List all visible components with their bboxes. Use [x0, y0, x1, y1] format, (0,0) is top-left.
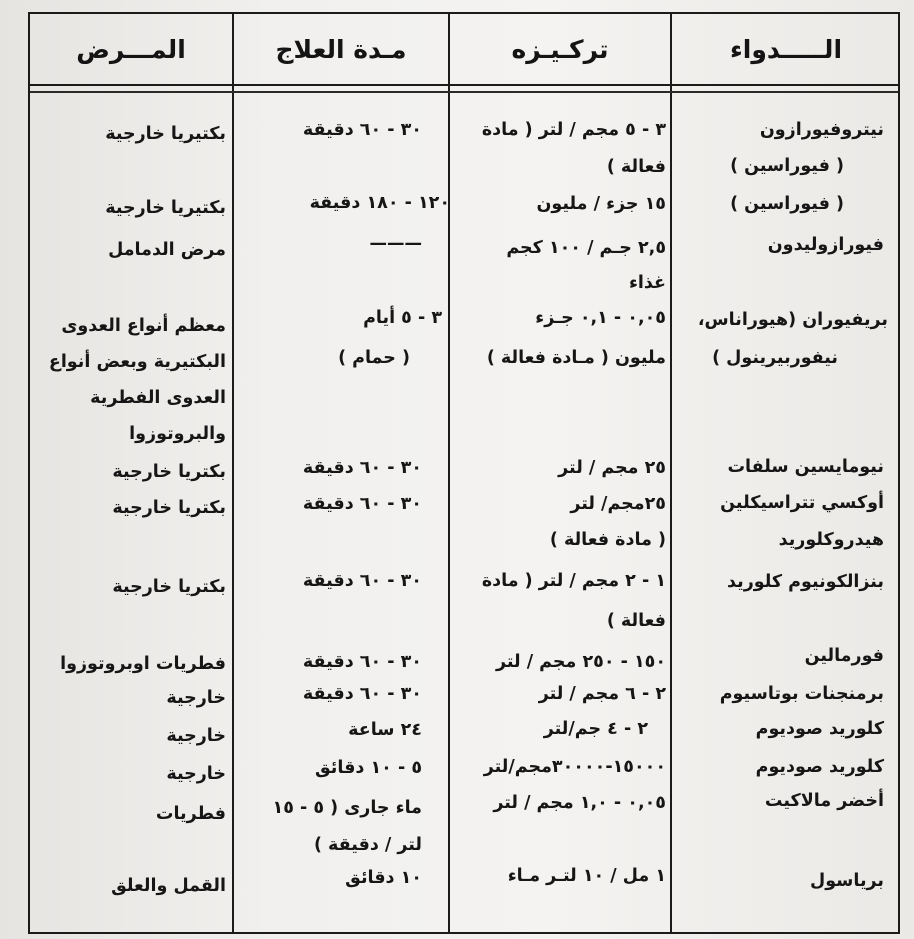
cell-duration: ١٢٠ - ١٨٠ دقيقة — [309, 193, 450, 213]
cell-concentration: ١ مل / ١٠ لتـر مـاء — [507, 866, 666, 886]
cell-drug: نيفوربيرينول ) — [712, 348, 838, 368]
column-divider — [232, 14, 234, 932]
cell-concentration: فعالة ) — [606, 157, 666, 177]
cell-disease: فطريات اوبروتوزوا — [60, 654, 226, 674]
cell-concentration: ١٥٠ - ٢٥٠ مجم / لتر — [496, 652, 666, 672]
cell-concentration: ١٥٠٠٠-٣٠٠٠٠مجم/لتر — [483, 757, 666, 777]
header-divider-secondary — [30, 91, 898, 93]
cell-disease: معظم أنواع العدوى — [61, 316, 226, 336]
cell-duration: ٣٠ - ٦٠ دقيقة — [302, 494, 422, 514]
cell-disease: بكتيريا خارجية — [105, 124, 226, 144]
cell-disease: بكتريا خارجية — [112, 577, 226, 597]
cell-concentration: مليون ( مـادة فعالة ) — [486, 348, 666, 368]
cell-concentration: ٢ - ٤ جم/لتر — [543, 719, 648, 739]
cell-disease: العدوى الفطرية — [90, 388, 226, 408]
cell-drug: ( فيوراسين ) — [730, 194, 844, 214]
cell-duration: ماء جارى ( ٥ - ١٥ — [272, 798, 422, 818]
cell-duration: ( حمام ) — [338, 348, 410, 368]
column-divider — [448, 14, 450, 932]
cell-drug: برمنجنات بوتاسيوم — [719, 684, 884, 704]
cell-duration: ٢٤ ساعة — [348, 720, 422, 740]
cell-drug: بنزالكونيوم كلوريد — [727, 572, 884, 592]
cell-disease: بكتيريا خارجية — [105, 198, 226, 218]
cell-disease: والبروتوزوا — [129, 424, 226, 444]
cell-disease: القمل والعلق — [111, 876, 226, 896]
cell-drug: كلوريد صوديوم — [755, 719, 884, 739]
cell-duration: ٣٠ - ٦٠ دقيقة — [302, 684, 422, 704]
cell-concentration: غذاء — [628, 273, 666, 293]
cell-duration: لتر / دقيقة ) — [313, 835, 422, 855]
cell-drug: نيتروفيورازون — [759, 120, 884, 140]
cell-concentration: ٢ - ٦ مجم / لتر — [538, 684, 666, 704]
header-disease: المـــرض — [76, 34, 186, 64]
cell-duration: ٥ - ١٠ دقائق — [315, 758, 422, 778]
cell-concentration: ٠,٠٥ - ١,٠ مجم / لتر — [493, 793, 666, 813]
cell-disease: خارجية — [166, 688, 226, 708]
cell-concentration: ٠,٠٥ - ٠,١ جـزء — [535, 308, 666, 328]
cell-disease: بكتريا خارجية — [112, 462, 226, 482]
column-divider — [670, 14, 672, 932]
cell-drug: بريفيوران (هيوراناس، — [697, 310, 888, 330]
cell-concentration: ٢٥مجم/ لتر — [570, 494, 666, 514]
cell-drug: نيومايسين سلفات — [727, 457, 884, 477]
cell-duration: ٣٠ - ٦٠ دقيقة — [302, 652, 422, 672]
drug-table — [28, 12, 900, 934]
header-divider — [30, 84, 898, 86]
cell-concentration: ٢,٥ جـم / ١٠٠ كجم — [506, 238, 666, 258]
cell-disease: خارجية — [166, 726, 226, 746]
cell-duration: ٣٠ - ٦٠ دقيقة — [302, 571, 422, 591]
cell-drug: برياسول — [810, 871, 884, 891]
header-concentration: تركـيـزه — [511, 34, 609, 64]
cell-duration: ٣ - ٥ أيام — [363, 308, 442, 328]
cell-disease: فطريات — [155, 804, 226, 824]
cell-drug: ( فيوراسين ) — [730, 156, 844, 176]
cell-drug: أخضر مالاكيت — [764, 791, 884, 811]
cell-concentration: فعالة ) — [606, 611, 666, 631]
cell-concentration: ٢٥ مجم / لتر — [558, 458, 666, 478]
cell-drug: أوكسي تتراسيكلين — [720, 493, 884, 513]
cell-disease: بكتريا خارجية — [112, 498, 226, 518]
cell-drug: كلوريد صوديوم — [755, 757, 884, 777]
cell-drug: فيورازوليدون — [767, 235, 884, 255]
cell-concentration: ١ - ٢ مجم / لتر ( مادة — [481, 571, 666, 591]
cell-concentration: ١٥ جزء / مليون — [536, 194, 666, 214]
cell-disease: البكتيرية وبعض أنواع — [48, 352, 226, 372]
cell-drug: فورمالين — [804, 646, 884, 666]
cell-duration: ٣٠ - ٦٠ دقيقة — [302, 458, 422, 478]
header-duration: مـدة العلاج — [275, 34, 407, 64]
cell-drug: هيدروكلوريد — [778, 530, 884, 550]
cell-duration: ٣٠ - ٦٠ دقيقة — [302, 120, 422, 140]
cell-concentration: ( مادة فعالة ) — [549, 530, 666, 550]
cell-disease: مرض الدمامل — [108, 240, 226, 260]
cell-duration: ——— — [369, 234, 422, 254]
header-drug: الـــــدواء — [730, 34, 843, 64]
cell-disease: خارجية — [166, 764, 226, 784]
cell-duration: ١٠ دقائق — [345, 868, 422, 888]
cell-concentration: ٣ - ٥ مجم / لتر ( مادة — [481, 120, 666, 140]
